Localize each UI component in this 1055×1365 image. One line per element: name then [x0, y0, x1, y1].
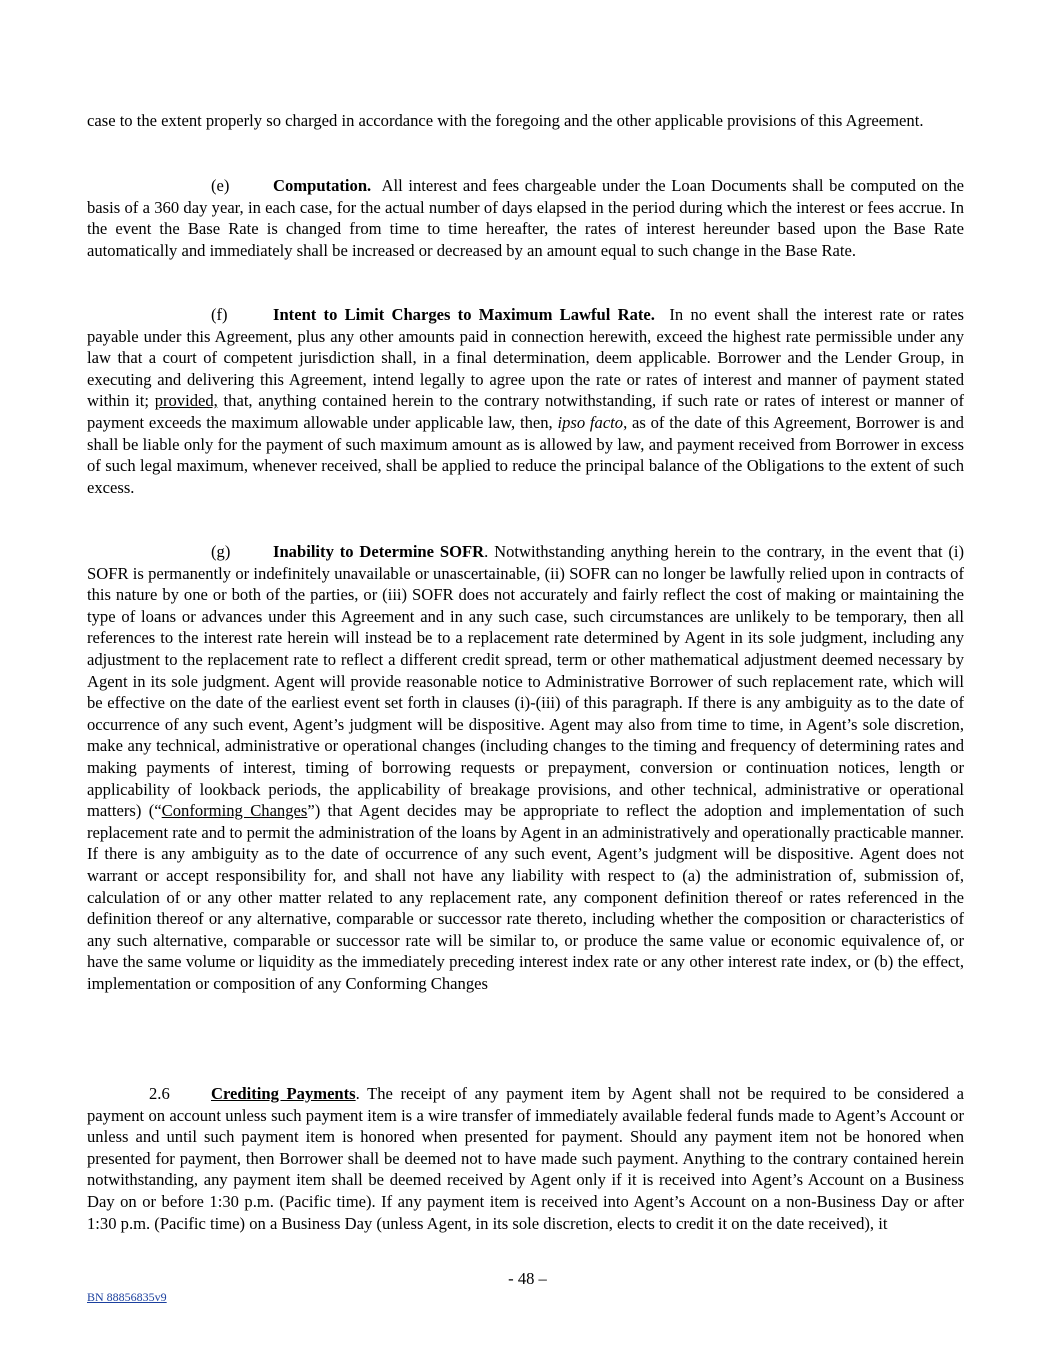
paragraph-text: . The receipt of any payment item by Agent shall not be required to be considered a payment on account unless such payment item is a wire transfer of immediately available federal funds made to Agent’s Account or unless and until such payment item is honored when presented for payment. Should any payment item not be honored when presented for payment, then Borrower shall be deemed not to have made such payment. Anything to the contrary contained herein notwithstanding, any payment item shall be deemed received by Agent only if it is received into Agent’s Account on a Business Day on or before 1:30 p.m. (Pacific time). If any payment item is received into Agent’s Account on a non-Business Day or after 1:30 p.m. (Pacific time) on a Business Day (unless Agent, in its sole discretion, elects to credit it on the date received), it	[87, 1084, 964, 1233]
defined-term: Conforming Changes	[161, 801, 308, 821]
section-number: 2.6	[149, 1084, 170, 1103]
section-heading: Crediting Payments	[211, 1084, 356, 1103]
paragraph-text: . Notwithstanding anything herein to the contrary, in the event that (i) SOFR is permanently or indefinitely unavailable or unascertainable, (ii) SOFR can no longer be lawfully relied upon in contracts of this nature by one or both of the parties, or (iii) SOFR does not accurately and fairly reflect the cost of making or maintaining the type of loans or advances under this Agreement and in any such case, such circumstances are unlikely to be temporary, then all references to the interest rate herein will instead be to a replacement rate determined by Agent in its sole judgment, including any adjustment to the replacement rate to reflect a different credit spread, term or other mathematical adjustment deemed necessary by Agent in its sole judgment. Agent will provide reasonable notice to Administrative Borrower of such replacement rate, which will be effective on the date of the earliest event set forth in clauses (i)-(iii) of this paragraph. If there is any ambiguity as to the date of occurrence of any such event, Agent’s judgment will be dispositive. Agent may also from time to time, in Agent’s sole discretion, make any technical, administrative or operational changes (including changes to the timing and frequency of determining rates and making payments of interest, timing of borrowing requests or prepayment, conversion or continuation notices, length or applicability of lookback periods, the applicability of breakage provisions, and other technical, administrative or operational matters) (“	[87, 542, 964, 821]
page-number: - 48 –	[508, 1269, 547, 1288]
paragraph-computation	[87, 175, 964, 261]
paragraph-text: All interest and fees chargeable under the Loan Documents shall be computed on the basis of a 360 day year, in each case, for the actual number of days elapsed in the period during which the interest or fees accrue. In the event the Base Rate is changed from time to time hereafter, the rates of interest hereunder based upon the Base Rate automatically and immediately shall be increased or decreased by an amount equal to such change in the Base Rate.	[87, 176, 964, 260]
clause-label: (e)	[211, 176, 230, 195]
paragraph-crediting-payments	[87, 1083, 964, 1234]
paragraph-intent-to-limit	[87, 304, 964, 498]
paragraph-text: In no event shall the interest rate or rates payable under this Agreement, plus any other amounts paid in connection herewith, exceed the highest rate permissible under any law that a court of competent jurisdiction shall, in a final determination, deem applicable. Borrower and the Lender Group, in executing and delivering this Agreement, intend legally to agree upon the rate or rates of interest and manner of payment stated within it;	[87, 305, 965, 411]
clause-label: (g)	[211, 542, 231, 561]
clause-heading: Intent to Limit Charges to Maximum Lawful Rate.	[273, 305, 655, 324]
paragraph-text: that, anything contained herein to the contrary notwithstanding, if such rate or rates of interest or manner of payment exceeds the maximum allowable under applicable law, then,	[87, 391, 964, 432]
paragraph-text: case to the extent properly so charged in accordance with the foregoing and the other applicable provisions of this Agreement.	[87, 111, 924, 130]
ipso-facto-term: ipso facto	[557, 412, 624, 432]
clause-heading: Computation.	[273, 176, 372, 195]
clause-heading: Inability to Determine SOFR	[273, 542, 485, 561]
document-id-link[interactable]: BN 88856835v9	[87, 1290, 167, 1304]
paragraph-text: ”) that Agent decides may be appropriate to reflect the adoption and implementation of such replacement rate and to permit the administration of the loans by Agent in an administratively and operationally practicable manner. If there is any ambiguity as to the date of occurrence of any such event, Agent’s judgment will be dispositive. Agent does not warrant or accept responsibility for, and shall not have any liability with respect to (a) the administration of, submission of, calculation of or any other matter related to any replacement rate, any component definition thereof or rates referenced in the definition thereof or any alternative, comparable or successor rate thereto, including whether the composition or characteristics of any such alternative, comparable or successor rate will be similar to, or produce the same value or economic equivalence of, or have the same volume or liquidity as the immediately preceding interest index rate or any other interest rate index, or (b) the effect, implementation or composition of any Conforming Changes	[87, 801, 964, 993]
paragraph-text: , as of the date of this Agreement, Borrower is and shall be liable only for the payment of such maximum amount as is allowed by law, and payment received from Borrower in excess of such legal maximum, whenever received, shall be applied to reduce the principal balance of the Obligations to the extent of such excess.	[87, 412, 964, 497]
clause-label: (f)	[211, 305, 228, 324]
provided-term: provided,	[154, 391, 218, 411]
paragraph-continuation	[87, 110, 964, 132]
paragraph-inability-sofr	[87, 541, 964, 994]
